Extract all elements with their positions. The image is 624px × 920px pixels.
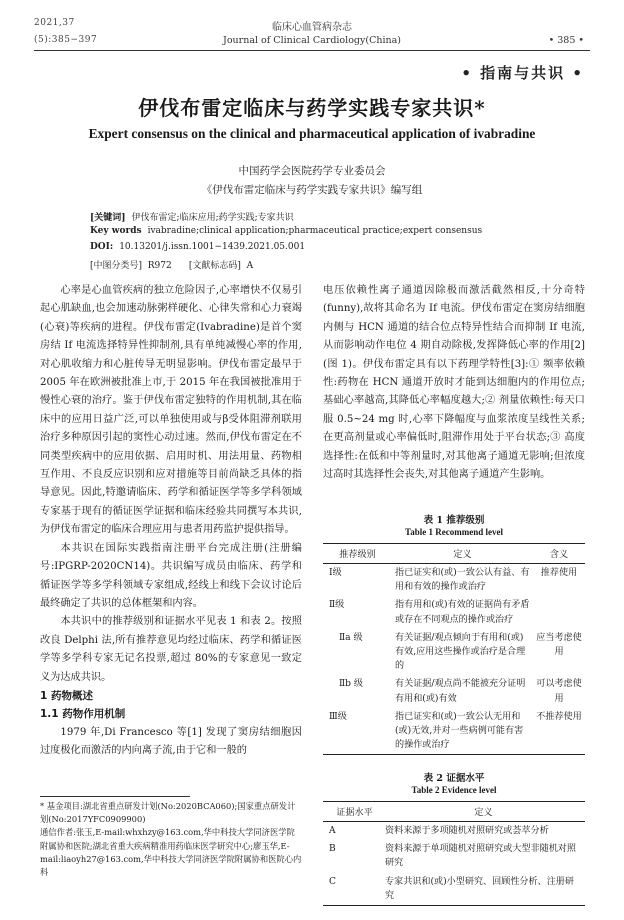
doi xyxy=(90,242,305,252)
table-row xyxy=(323,873,585,906)
keywords-cn-value: 伊伐布雷定;临床应用;药学实践;专家共识 xyxy=(131,213,294,223)
table-cell-level: Ⅱb 级 xyxy=(339,679,363,690)
table-row xyxy=(323,564,585,597)
table-header-row xyxy=(323,544,585,564)
table-row xyxy=(323,840,585,872)
author-group: 中国药学会医院药学专业委员会 xyxy=(238,165,386,177)
title-cn: 伊伐布雷定临床与药学实践专家共识* xyxy=(138,96,486,120)
table-row xyxy=(323,708,585,755)
table2-caption-cn: 表 2 证据水平 xyxy=(423,773,485,784)
table-cell-definition: 专家共识和(或)小型研究、回顾性分析、注册研究 xyxy=(385,876,574,901)
table-header: 含义 xyxy=(549,550,569,560)
footnote-contact: 通信作者:张玉,E-mail:whxhzy@163.com,华中科技大学同济医学院附属协和医院;湖北省重大疾病精准用药临床医学研究中心;廖玉华,E-mail:liaoyh27@163.com,华中科技大学同济医学院附属协和医院心内科 xyxy=(40,827,302,878)
code-value: A xyxy=(246,261,254,271)
table-cell-meaning xyxy=(533,596,585,628)
keywords-en xyxy=(90,226,482,236)
recommend-level-table xyxy=(323,543,585,755)
table2-caption-en: Table 2 Evidence level xyxy=(411,785,497,795)
table-cell-definition: 指已证实和(或)一致公认有益、有用和有效的操作或治疗 xyxy=(395,568,530,593)
table-cell-meaning: 可以考虑使用 xyxy=(536,679,582,704)
table1-caption-en: Table 1 Recommend level xyxy=(405,527,503,537)
table-row xyxy=(323,675,585,707)
classification xyxy=(90,258,253,271)
table-row xyxy=(323,629,585,676)
table-cell-level: Ⅱ级 xyxy=(329,600,345,611)
table-row xyxy=(323,596,585,628)
left-column xyxy=(40,282,302,761)
table-cell-definition: 指已证实和(或)一致公认无用和(或)无效,并对一些病例可能有害的操作或治疗 xyxy=(395,711,524,751)
class-label: [中图分类号] xyxy=(90,261,143,271)
keywords-en-label: Key words xyxy=(90,226,142,236)
column-tag: • 指南与共识 • xyxy=(461,64,584,82)
journal-name-cn: 临床心血管病杂志 xyxy=(272,22,352,33)
keywords-cn xyxy=(90,210,294,223)
header-volume: 2021,37 xyxy=(34,18,75,28)
doi-label: DOI: xyxy=(90,242,114,252)
keywords-en-value: ivabradine;clinical application;pharmaceutical practice;expert consensus xyxy=(147,226,483,236)
code-label: [文献标志码] xyxy=(188,261,241,271)
table1-caption-cn: 表 1 推荐级别 xyxy=(423,515,485,526)
header-issue-pages: (5):385−397 xyxy=(34,35,98,45)
intro-paragraph: 心率是心血管疾病的独立危险因子,心率增快不仅易引起心肌缺血,也会加速动脉粥样硬化、心律失常和心力衰竭(心衰)等疾病的进程。伊伐布雷定(Ivabradine)是首个窦房结 If 电流选择特异性抑制剂,具有单纯减慢心率的作用,对心肌收缩力和心脏传导无明显影响。伊伐布雷定最早于 2005 年在欧洲被批准上市,于 2015 年在我国被批准用于慢性心衰的治疗。鉴于伊伐布雷定独特的作用机制,其在临床中的应用日益广泛,可以单独使用或与β受体阻滞剂联用治疗多种原因引起的窦性心动过速。然而,伊伐布雷定在不同类型疾病中的应用依据、启用时机、用法用量、药物相互作用、不良反应识别和应对措施等目前尚缺乏具体的指导意见。因此,特邀请临床、药学和循证医学等多学科领域专家基于现有的循证医学证据和临床经验共同撰写本共识,为伊伐布雷定的临床合理应用与患者用药监护提供指导。 xyxy=(40,285,302,536)
evidence-level-table xyxy=(323,801,585,906)
method-paragraph: 本共识中的推荐级别和证据水平见表 1 和表 2。按照改良 Delphi 法,所有推荐意见均经过临床、药学和循证医学等多学科专家无记名投票,超过 80%的专家意见一致定义为达成共识。 xyxy=(40,616,302,683)
table-cell-level: C xyxy=(329,876,336,887)
pharmacology-paragraph: 电压依赖性离子通道因除极而激活截然相反,十分奇特(funny),故将其命名为 If 电流。伊伐布雷定在窦房结细胞内侧与 HCN 通道的结合位点特异性结合而抑制 If 电流,从而影响动作电位 4 期自动除极,发挥降低心率的作用[2](图 1)。伊伐布雷定具有以下药理学特性[3]:① 频率依赖性:药物在 HCN 通道开放时才能到达细胞内的作用位点;基础心率越高,其降低心率幅度越大;② 剂量依赖性:每天口服 0.5~24 mg 时,心率下降幅度与血浆浓度呈线性关系;在更高剂量或心率偏低时,阻滞作用处于平台状态;③ 高度选择性:在低和中等剂量时,对其他离子通道无影响;但浓度过高时其选择性会丧失,对其他离子通道产生影响。 xyxy=(323,285,585,481)
table-cell-level: Ⅰ级 xyxy=(329,568,342,578)
table-cell-level: Ⅱa 级 xyxy=(339,632,363,643)
footnote xyxy=(40,800,302,879)
table-cell-meaning: 不推荐使用 xyxy=(536,711,582,722)
class-value: R972 xyxy=(147,261,172,271)
keywords-cn-label: [关键词] xyxy=(90,213,126,223)
right-column xyxy=(323,282,585,484)
table-cell-definition: 有关证据/观点倾向于有用和(或)有效,应用这些操作或治疗是合理的 xyxy=(395,632,526,672)
doi-value: 10.13201/j.issn.1001−1439.2021.05.001 xyxy=(119,242,306,252)
table-header: 定义 xyxy=(474,808,493,818)
table-cell-level: B xyxy=(329,844,336,855)
author-writing-group: 《伊伐布雷定临床与药学实践专家共识》编写组 xyxy=(201,184,423,196)
table-header: 推荐级别 xyxy=(339,550,376,560)
section-heading-1: 1 药物概述 xyxy=(40,689,93,702)
table-cell-definition: 指有用和(或)有效的证据尚有矛盾或存在不同观点的操作或治疗 xyxy=(395,600,530,625)
table-cell-definition: 有关证据/观点尚不能被充分证明有用和(或)有效 xyxy=(395,679,526,704)
table-cell-level: A xyxy=(329,826,336,836)
section-heading-1-1: 1.1 药物作用机制 xyxy=(40,708,126,721)
table-cell-definition: 资料来源于多项随机对照研究或荟萃分析 xyxy=(385,826,549,836)
table-cell-level: Ⅲ级 xyxy=(329,711,347,722)
table-cell-meaning: 推荐使用 xyxy=(540,568,578,578)
page-number: • 385 • xyxy=(548,35,584,46)
table-row xyxy=(323,822,585,841)
table-cell-meaning: 应当考虑使用 xyxy=(536,632,582,658)
table-header: 定义 xyxy=(453,550,472,560)
footnote-fund: * 基金项目:湖北省重点研发计划(No:2020BCA060);国家重点研发计划(No:2017YFC0909900) xyxy=(40,801,296,825)
header-rule xyxy=(34,50,590,51)
table-cell-definition: 资料来源于单项随机对照研究或大型非随机对照研究 xyxy=(385,844,576,869)
title-en: Expert consensus on the clinical and pharmaceutical application of ivabradine xyxy=(88,126,536,141)
table-header-row xyxy=(323,802,585,822)
table-header: 证据水平 xyxy=(336,808,373,818)
mechanism-paragraph: 1979 年,Di Francesco 等[1] 发现了窦房结细胞因过度极化而激活的内向离子流,由于它和一般的 xyxy=(40,726,302,757)
footnote-rule xyxy=(40,796,190,797)
registration-paragraph: 本共识在国际实践指南注册平台完成注册(注册编号:IPGRP-2020CN14)。共识编写成员由临床、药学和循证医学等多学科领域专家组成,经线上和线下会议讨论后最终确定了共识的总体框架和内容。 xyxy=(40,542,302,609)
journal-name-en: Journal of Clinical Cardiology(China) xyxy=(223,35,401,46)
